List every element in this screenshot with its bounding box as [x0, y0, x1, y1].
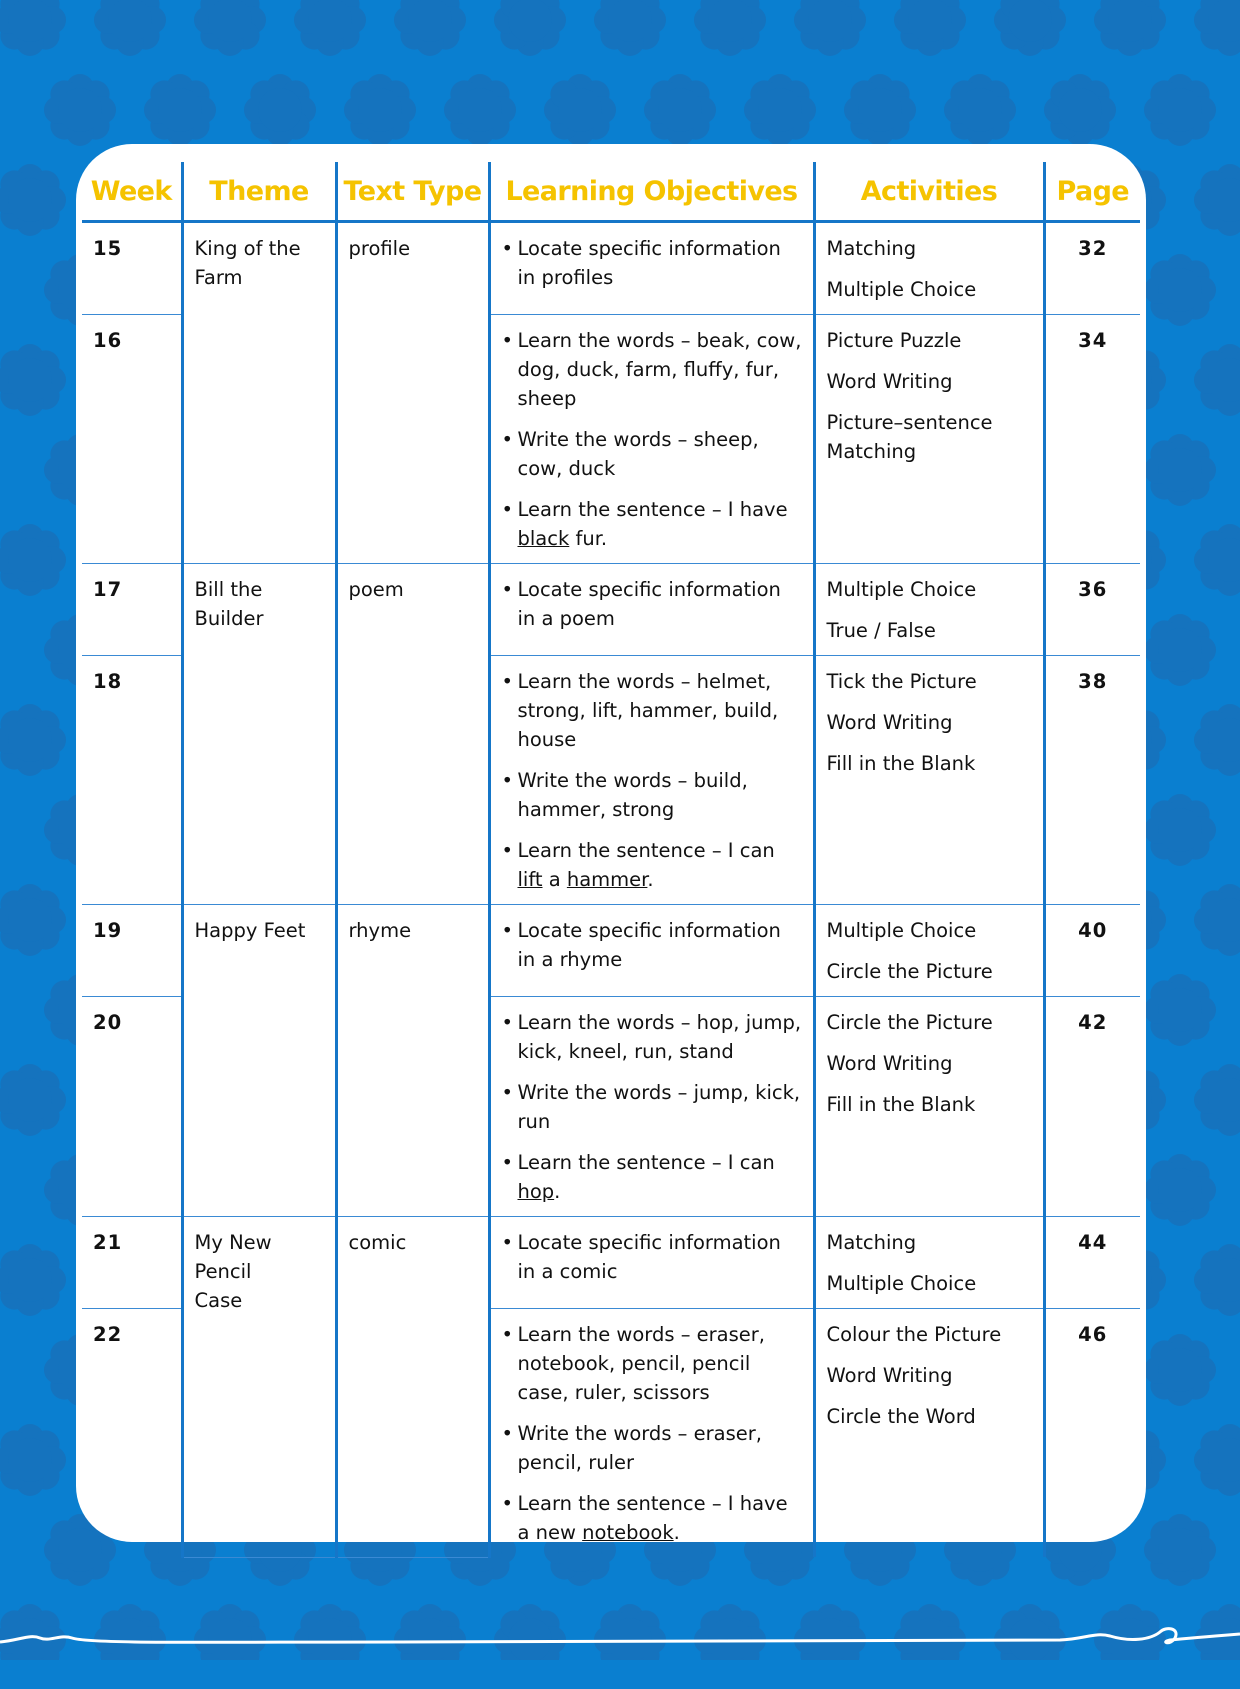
theme-line: Farm [194, 266, 243, 289]
table-row [82, 564, 1140, 656]
flower-shape [694, 0, 766, 56]
flower-shape [1194, 1424, 1240, 1496]
table-row [82, 1217, 1140, 1309]
wavy-line-decoration [0, 1620, 1240, 1660]
objectives-list [502, 326, 802, 553]
activity-item: Matching [826, 237, 917, 260]
flower-shape [394, 0, 466, 56]
flower-shape [1094, 0, 1166, 56]
bullet-icon: • [501, 670, 514, 693]
theme-line: Case [194, 1289, 243, 1312]
objective-text: Learn the words – hop, jump, kick, kneel, run, stand [517, 1011, 802, 1063]
header-page: Page [1044, 162, 1140, 222]
bullet-icon: • [501, 428, 514, 451]
bullet-icon: • [501, 919, 514, 942]
activity-item: Multiple Choice [826, 1272, 977, 1295]
activity-item: Circle the Word [826, 1405, 976, 1428]
objective-text: Learn the sentence – I have [517, 498, 788, 521]
week-number: 19 [82, 905, 182, 997]
objectives-cell [489, 1217, 814, 1309]
objective-text: Learn the sentence – I have a new [517, 1492, 788, 1544]
page-number: 32 [1044, 222, 1140, 315]
flower-shape [44, 74, 116, 146]
objective-item [502, 1078, 802, 1136]
text-type-cell: comic [336, 1217, 489, 1558]
flower-shape [0, 884, 66, 956]
objective-text: Locate specific information in a rhyme [517, 919, 781, 971]
week-number: 22 [93, 1323, 123, 1346]
bullet-icon: • [501, 769, 514, 792]
bullet-icon: • [501, 1081, 514, 1104]
activities-cell [814, 564, 1044, 656]
text-type-cell: poem [336, 564, 489, 905]
activity-item: Picture–sentence Matching [826, 411, 993, 463]
objective-item [502, 234, 802, 292]
objective-text: Write the words – jump, kick, run [517, 1081, 801, 1133]
objective-item [502, 495, 802, 553]
objective-item [502, 667, 802, 754]
underlined-keyword: hammer [566, 868, 648, 891]
objective-item [502, 575, 802, 633]
activity-item: Circle the Picture [826, 960, 993, 983]
flower-shape [1144, 974, 1216, 1046]
flower-shape [0, 1424, 66, 1496]
flower-shape [344, 74, 416, 146]
objectives-cell [489, 997, 814, 1217]
text-type-cell: profile [336, 222, 489, 564]
flower-shape [894, 0, 966, 56]
schedule-table [82, 162, 1140, 1558]
objectives-cell [489, 222, 814, 315]
flower-shape [0, 344, 66, 416]
bullet-icon: • [501, 1492, 514, 1515]
activity-item: Circle the Picture [826, 1011, 993, 1034]
underlined-keyword: notebook [582, 1521, 674, 1544]
objective-text: a [542, 868, 567, 891]
theme-cell [182, 564, 336, 905]
activity-item: True / False [826, 619, 936, 642]
objective-item [502, 1228, 802, 1286]
flower-shape [844, 74, 916, 146]
header-text-type: Text Type [336, 162, 489, 222]
header-learning-objectives: Learning Objectives [489, 162, 814, 222]
objective-text: Write the words – build, hammer, strong [517, 769, 748, 821]
underlined-keyword: hop [517, 1180, 555, 1203]
flower-shape [244, 74, 316, 146]
objective-text: Learn the sentence – I can [517, 1151, 775, 1174]
page-number: 42 [1044, 997, 1140, 1217]
theme-cell [182, 222, 336, 564]
theme-line: King of the [194, 237, 301, 260]
theme-cell [182, 1217, 336, 1558]
flower-shape [994, 0, 1066, 56]
activity-item: Fill in the Blank [826, 1093, 976, 1116]
objectives-cell [489, 905, 814, 997]
flower-shape [1194, 884, 1240, 956]
activity-item: Multiple Choice [826, 278, 977, 301]
activities-cell [814, 315, 1044, 564]
objective-text: Write the words – eraser, pencil, ruler [517, 1422, 762, 1474]
week-number: 17 [82, 564, 182, 656]
objective-text: Locate specific information in a comic [517, 1231, 781, 1283]
schedule-body [82, 222, 1140, 1558]
objective-item [502, 916, 802, 974]
objectives-cell [489, 1309, 814, 1558]
flower-shape [1144, 1514, 1216, 1586]
bullet-icon: • [501, 1323, 514, 1346]
page-number: 34 [1044, 315, 1140, 564]
week-number: 15 [82, 222, 182, 315]
week-number: 21 [82, 1217, 182, 1309]
flower-shape [1144, 74, 1216, 146]
activities-cell [814, 905, 1044, 997]
flower-shape [744, 74, 816, 146]
week-number: 16 [82, 315, 182, 564]
activities-cell [814, 1217, 1044, 1309]
flower-shape [1194, 524, 1240, 596]
page-number: 46 [1044, 1309, 1140, 1558]
flower-shape [1044, 74, 1116, 146]
flower-shape [294, 0, 366, 56]
flower-shape [944, 74, 1016, 146]
flower-shape [444, 74, 516, 146]
objectives-list [502, 1008, 802, 1206]
bullet-icon: • [501, 1231, 514, 1254]
week-number: 20 [82, 997, 182, 1217]
objectives-list [502, 916, 802, 974]
table-row [82, 905, 1140, 997]
objective-text: . [647, 868, 654, 891]
table-row [82, 222, 1140, 315]
bullet-icon: • [501, 839, 514, 862]
objective-text: Locate specific information in profiles [517, 237, 781, 289]
objectives-cell [489, 564, 814, 656]
objectives-list [502, 234, 802, 292]
objective-item [502, 326, 802, 413]
theme-cell [182, 905, 336, 1217]
flower-shape [544, 74, 616, 146]
objective-item [502, 1320, 802, 1407]
activity-item: Word Writing [826, 1052, 953, 1075]
activity-item: Tick the Picture [826, 670, 977, 693]
theme-line: My New Pencil [194, 1231, 272, 1283]
bullet-icon: • [501, 329, 514, 352]
objective-text: Learn the sentence – I can [517, 839, 775, 862]
bullet-icon: • [501, 1151, 514, 1174]
activity-item: Multiple Choice [826, 578, 977, 601]
objective-text: Locate specific information in a poem [517, 578, 781, 630]
page-number: 40 [1044, 905, 1140, 997]
activity-item: Colour the Picture [826, 1323, 1002, 1346]
flower-shape [1194, 1244, 1240, 1316]
flower-shape [1144, 1154, 1216, 1226]
objective-text: Learn the words – beak, cow, dog, duck, farm, fluffy, fur, sheep [517, 329, 802, 410]
objectives-list [502, 1228, 802, 1286]
flower-shape [494, 0, 566, 56]
objective-text: Write the words – sheep, cow, duck [517, 428, 759, 480]
flower-shape [0, 1064, 66, 1136]
header-theme: Theme [182, 162, 336, 222]
header-activities: Activities [814, 162, 1044, 222]
flower-shape [1144, 434, 1216, 506]
flower-shape [0, 0, 66, 56]
objective-text: Learn the words – helmet, strong, lift, hammer, build, house [517, 670, 779, 751]
activities-cell [814, 997, 1044, 1217]
objective-text: fur. [569, 527, 608, 550]
objective-text: . [554, 1180, 561, 1203]
objective-item [502, 1008, 802, 1066]
activity-item: Fill in the Blank [826, 752, 976, 775]
flower-shape [0, 704, 66, 776]
activity-item: Word Writing [826, 1364, 953, 1387]
objective-item [502, 766, 802, 824]
flower-shape [0, 524, 66, 596]
page-number: 44 [1044, 1217, 1140, 1309]
objectives-cell [489, 315, 814, 564]
activities-cell [814, 656, 1044, 905]
bullet-icon: • [501, 578, 514, 601]
bullet-icon: • [501, 498, 514, 521]
objective-item [502, 1489, 802, 1547]
theme-line: Happy Feet [194, 919, 306, 942]
flower-shape [0, 1244, 66, 1316]
activity-item: Multiple Choice [826, 919, 977, 942]
page-number: 36 [1044, 564, 1140, 656]
activities-cell [814, 222, 1044, 315]
flower-shape [794, 0, 866, 56]
underlined-keyword: black [517, 527, 570, 550]
theme-line: Bill the Builder [194, 578, 264, 630]
objective-text: Learn the words – eraser, notebook, pencil, pencil case, ruler, scissors [517, 1323, 765, 1404]
bullet-icon: • [501, 237, 514, 260]
objectives-cell [489, 656, 814, 905]
flower-shape [1194, 344, 1240, 416]
objective-item [502, 836, 802, 894]
flower-shape [144, 74, 216, 146]
header-row [82, 162, 1140, 222]
objectives-list [502, 1320, 802, 1547]
flower-shape [0, 164, 66, 236]
objectives-list [502, 575, 802, 633]
flower-shape [1194, 704, 1240, 776]
week-number: 18 [82, 656, 182, 905]
activity-item: Word Writing [826, 370, 953, 393]
flower-shape [1144, 254, 1216, 326]
header-week: Week [82, 162, 182, 222]
flower-shape [1144, 614, 1216, 686]
flower-shape [1194, 164, 1240, 236]
underlined-keyword: lift [517, 868, 543, 891]
activity-item: Picture Puzzle [826, 329, 962, 352]
activity-item: Matching [826, 1231, 917, 1254]
objective-item [502, 1148, 802, 1206]
flower-shape [1144, 1334, 1216, 1406]
flower-shape [594, 0, 666, 56]
activity-item: Word Writing [826, 711, 953, 734]
flower-shape [94, 0, 166, 56]
objectives-list [502, 667, 802, 894]
objective-text: . [673, 1521, 680, 1544]
activities-cell [814, 1309, 1044, 1558]
page-number: 38 [1044, 656, 1140, 905]
flower-shape [1194, 1064, 1240, 1136]
objective-item [502, 425, 802, 483]
objective-item [502, 1419, 802, 1477]
text-type-cell: rhyme [336, 905, 489, 1217]
bullet-icon: • [501, 1011, 514, 1034]
flower-shape [644, 74, 716, 146]
flower-shape [194, 0, 266, 56]
flower-shape [1144, 794, 1216, 866]
flower-shape [1194, 0, 1240, 56]
bullet-icon: • [501, 1422, 514, 1445]
